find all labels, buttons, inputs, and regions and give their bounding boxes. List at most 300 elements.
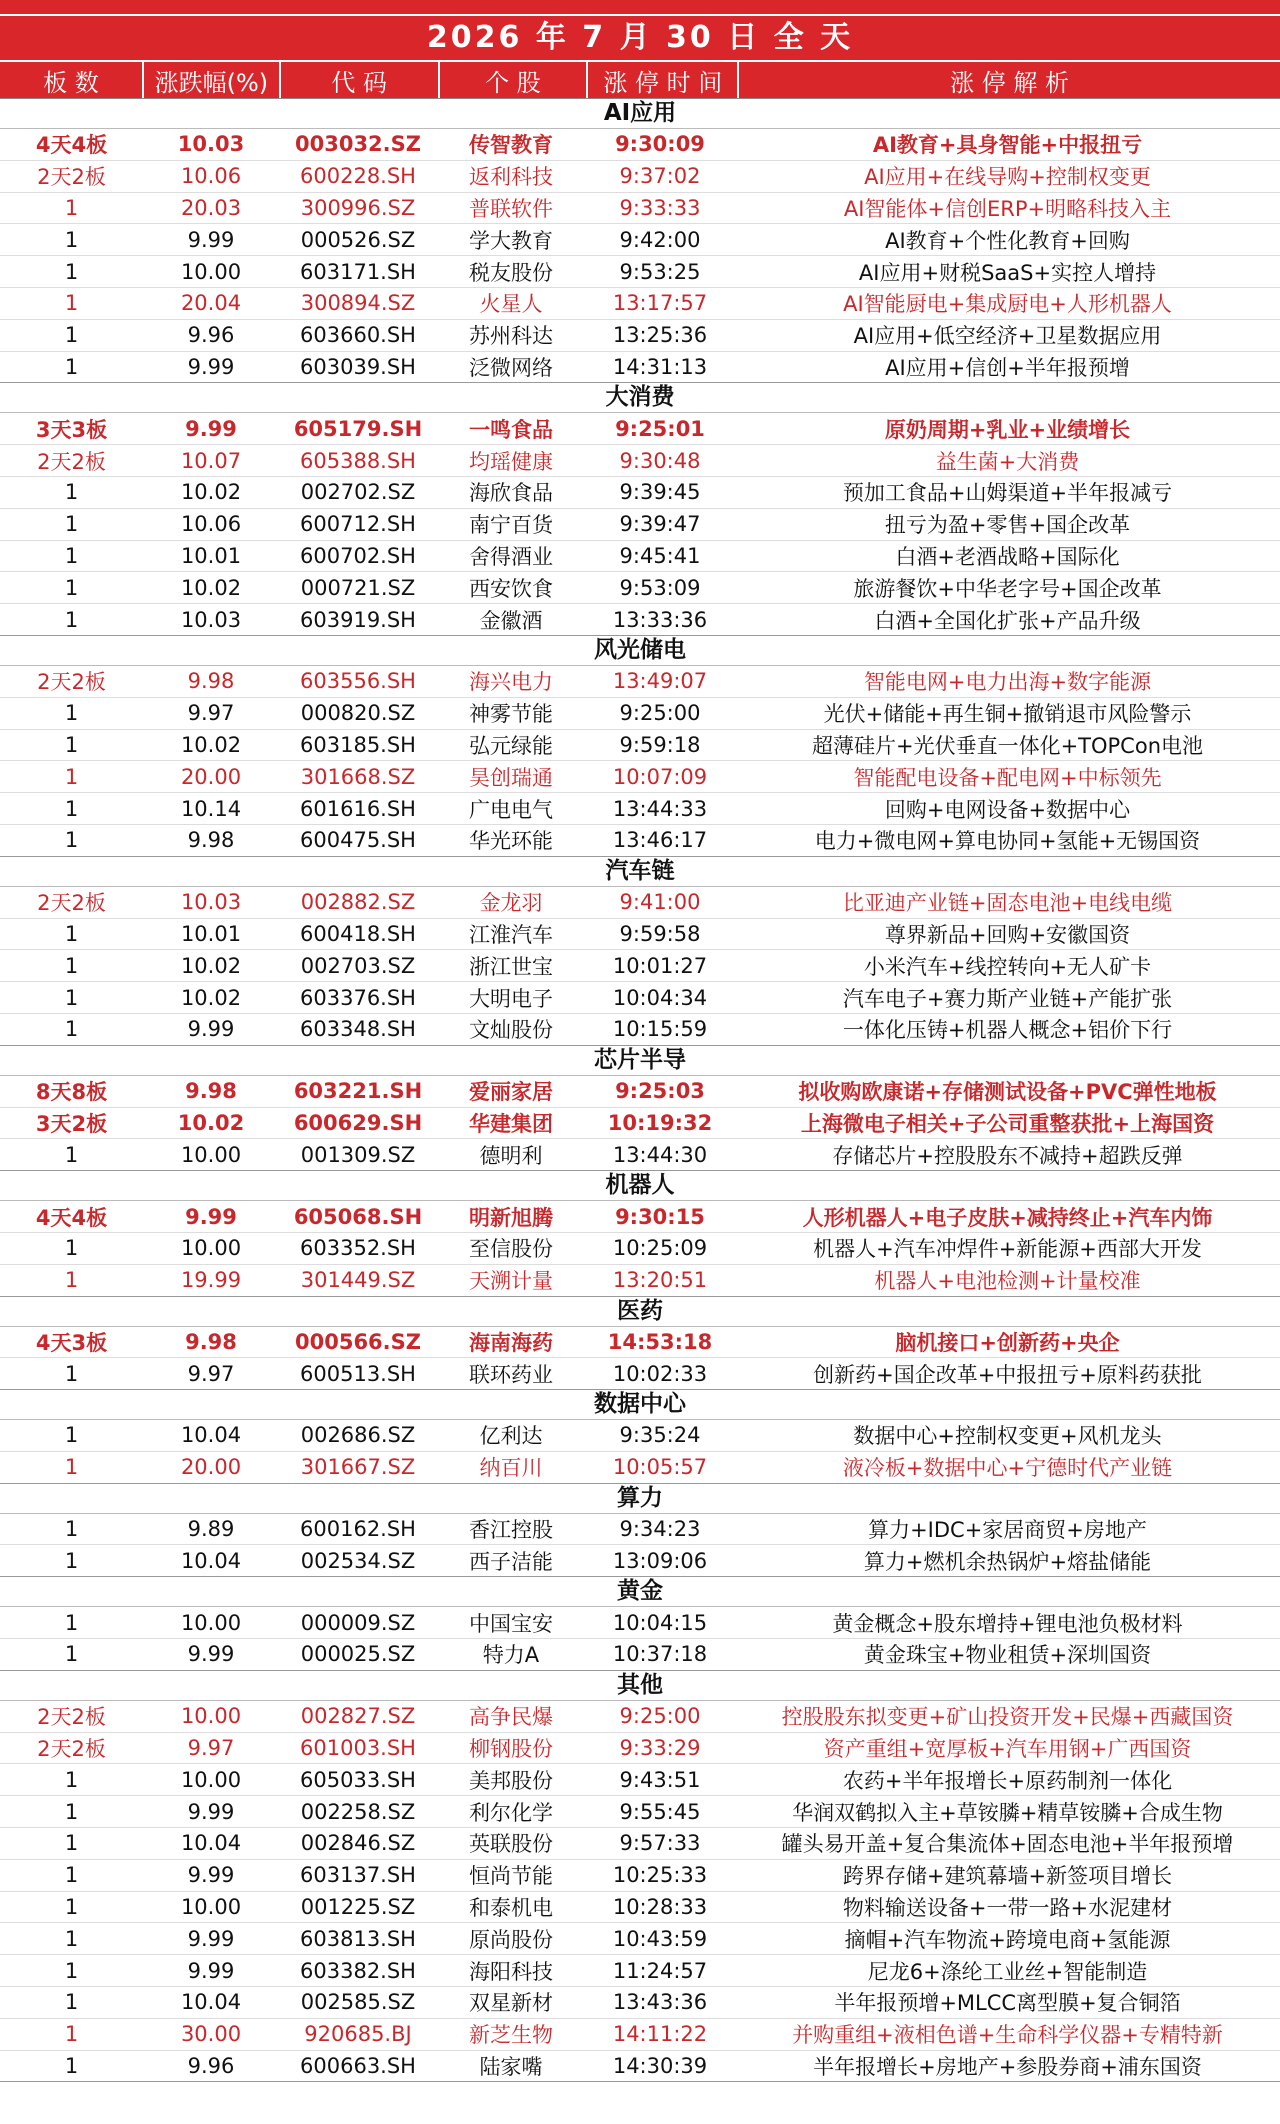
stock-code: 002703.SZ (300, 953, 416, 978)
table-row (0, 1420, 1280, 1452)
limit-up-reason: 脑机接口+创新药+央企 (895, 1330, 1120, 1355)
limit-up-reason: 半年报预增+MLCC离型膜+复合铜箔 (834, 1991, 1181, 2016)
board-count: 1 (64, 259, 79, 284)
limit-up-reason: AI教育+个性化教育+回购 (885, 228, 1130, 253)
limit-up-reason: 机器人+电池检测+计量校准 (874, 1269, 1141, 1294)
limit-up-reason: 光伏+储能+再生铜+撤销退市风险警示 (823, 702, 1192, 727)
table-row (0, 1233, 1280, 1265)
stock-code: 000566.SZ (295, 1329, 421, 1354)
limit-up-reason: AI应用+财税SaaS+实控人增持 (858, 260, 1157, 285)
stock-name: 德明利 (479, 1143, 543, 1168)
limit-up-time: 9:59:58 (619, 921, 701, 946)
limit-up-reason: 黄金概念+股东增持+锂电池负极材料 (832, 1611, 1183, 1636)
stock-code: 002258.SZ (300, 1799, 416, 1824)
stock-name: 西安饮食 (469, 576, 553, 601)
stock-code: 301449.SZ (300, 1268, 416, 1293)
limit-up-reason: AI应用+在线导购+控制权变更 (864, 165, 1151, 190)
change-pct: 20.00 (180, 1455, 242, 1480)
change-pct: 10.00 (180, 1895, 242, 1920)
limit-up-time: 10:04:34 (612, 985, 708, 1010)
limit-up-reason: 回购+电网设备+数据中心 (884, 797, 1131, 822)
table-row (0, 445, 1280, 477)
table-row (0, 572, 1280, 604)
limit-up-time: 9:45:41 (619, 543, 701, 568)
limit-up-time: 9:33:29 (619, 1736, 701, 1761)
limit-up-time: 10:05:57 (612, 1455, 708, 1480)
table-row (0, 1733, 1280, 1765)
change-pct: 10.03 (180, 890, 242, 915)
limit-up-time: 13:17:57 (612, 291, 708, 316)
stock-code: 000009.SZ (300, 1610, 416, 1635)
limit-up-time: 9:39:45 (619, 480, 701, 505)
change-pct: 10.02 (180, 953, 242, 978)
stock-code: 002702.SZ (300, 480, 416, 505)
change-pct: 20.00 (180, 764, 242, 789)
limit-up-time: 9:30:48 (619, 448, 701, 473)
header-reason: 涨 停 解 析 (950, 68, 1070, 97)
change-pct: 10.04 (180, 1831, 242, 1856)
board-count: 2天2板 (37, 165, 106, 190)
table-row (0, 288, 1280, 320)
change-pct: 9.98 (187, 669, 235, 694)
board-count: 1 (64, 1926, 79, 1951)
board-count: 1 (64, 1642, 79, 1667)
limit-up-time: 13:25:36 (612, 323, 708, 348)
table-row (0, 541, 1280, 573)
board-count: 1 (64, 1958, 79, 1983)
board-count: 1 (64, 543, 79, 568)
change-pct: 10.02 (180, 480, 242, 505)
limit-up-time: 13:49:07 (612, 669, 708, 694)
board-count: 1 (64, 1142, 79, 1167)
change-pct: 9.97 (187, 701, 235, 726)
table-row (0, 1828, 1280, 1860)
header-stock: 个 股 (440, 62, 589, 98)
change-pct: 20.03 (180, 195, 242, 220)
stock-code: 000526.SZ (300, 227, 416, 252)
stock-code: 605179.SH (293, 416, 423, 441)
stock-name: 税友股份 (469, 260, 553, 285)
limit-up-time: 10:25:33 (612, 1863, 708, 1888)
board-count: 1 (64, 796, 79, 821)
limit-up-time: 10:28:33 (612, 1895, 708, 1920)
board-count: 2天2板 (37, 891, 106, 916)
stock-code: 002846.SZ (300, 1831, 416, 1856)
stock-name: 高争民爆 (469, 1705, 553, 1730)
stock-name: 金龙羽 (479, 891, 543, 916)
board-count: 1 (64, 323, 79, 348)
change-pct: 19.99 (180, 1268, 242, 1293)
limit-up-time: 9:25:00 (619, 701, 701, 726)
limit-up-time: 10:37:18 (612, 1642, 708, 1667)
change-pct: 10.00 (180, 1142, 242, 1167)
table-row (0, 1327, 1280, 1359)
limit-up-time: 9:30:15 (615, 1204, 705, 1229)
section-header: 数据中心 (0, 1390, 1280, 1420)
change-pct: 9.99 (187, 1017, 235, 1042)
change-pct: 10.02 (180, 732, 242, 757)
table-row (0, 1701, 1280, 1733)
limit-up-time: 10:25:09 (612, 1236, 708, 1261)
section-header: 算力 (0, 1484, 1280, 1514)
limit-up-time: 9:33:33 (619, 195, 701, 220)
change-pct: 9.99 (185, 416, 237, 441)
limit-up-reason: 白酒+老酒战略+国际化 (895, 544, 1120, 569)
stock-name: 联环药业 (469, 1362, 553, 1387)
board-count: 1 (64, 1895, 79, 1920)
board-count: 1 (64, 1831, 79, 1856)
stock-code: 001225.SZ (300, 1895, 416, 1920)
limit-up-reason: AI智能体+信创ERP+明略科技入主 (843, 196, 1172, 221)
board-count: 1 (64, 1990, 79, 2015)
limit-up-reason: 拟收购欧康诺+存储测试设备+PVC弹性地板 (798, 1080, 1217, 1105)
limit-up-reason: 机器人+汽车冲焊件+新能源+西部大开发 (813, 1237, 1202, 1262)
limit-up-reason: 华润双鹤拟入主+草铵膦+精草铵膦+合成生物 (792, 1800, 1223, 1825)
stock-code: 600513.SH (300, 1361, 416, 1386)
stock-code: 920685.BJ (304, 2022, 412, 2047)
stock-code: 301667.SZ (300, 1455, 416, 1480)
stock-name: 海兴电力 (469, 670, 553, 695)
stock-code: 600629.SH (293, 1110, 423, 1135)
table-row (0, 887, 1280, 919)
stock-code: 603348.SH (300, 1017, 416, 1042)
limit-up-time: 10:15:59 (612, 1017, 708, 1042)
limit-up-time: 14:53:18 (607, 1329, 713, 1354)
limit-up-reason: 小米汽车+线控转向+无人矿卡 (863, 954, 1152, 979)
stock-name: 舍得酒业 (469, 544, 553, 569)
stock-name: 爱丽家居 (469, 1080, 553, 1105)
stock-code: 600418.SH (300, 921, 416, 946)
stock-name: 纳百川 (479, 1456, 543, 1481)
limit-up-reason: 算力+IDC+家居商贸+房地产 (868, 1518, 1147, 1543)
table-row (0, 919, 1280, 951)
table-row (0, 1265, 1280, 1297)
top-strip (0, 0, 1280, 14)
limit-up-time: 13:44:30 (612, 1142, 708, 1167)
board-count: 3天2板 (35, 1111, 108, 1136)
table-row (0, 413, 1280, 445)
board-count: 1 (64, 953, 79, 978)
stock-name: 均瑶健康 (469, 449, 553, 474)
table-row (0, 1358, 1280, 1390)
table-row (0, 1014, 1280, 1046)
stock-name: 昊创瑞通 (469, 765, 553, 790)
stock-name: 一鸣食品 (469, 417, 553, 442)
stock-name: 和泰机电 (469, 1896, 553, 1921)
change-pct: 9.99 (185, 1204, 237, 1229)
limit-up-reason: 数据中心+控制权变更+风机龙头 (853, 1424, 1162, 1449)
change-pct: 9.99 (187, 1642, 235, 1667)
change-pct: 9.99 (187, 227, 235, 252)
stock-code: 605388.SH (300, 448, 416, 473)
stock-name: 文灿股份 (469, 1018, 553, 1043)
limit-up-reason: 控股股东拟变更+矿山投资开发+民爆+西藏国资 (781, 1705, 1234, 1730)
table-row (0, 2051, 1280, 2083)
limit-up-time: 10:04:15 (612, 1610, 708, 1635)
limit-up-reason: 农药+半年报增长+原药制剂一体化 (842, 1768, 1173, 1793)
limit-up-time: 9:59:18 (619, 732, 701, 757)
section-header: 大消费 (0, 383, 1280, 413)
stock-code: 301668.SZ (300, 764, 416, 789)
table-row (0, 604, 1280, 636)
board-count: 1 (64, 828, 79, 853)
board-count: 1 (64, 512, 79, 537)
stock-code: 603171.SH (300, 259, 416, 284)
stock-code: 600228.SH (300, 164, 416, 189)
table-row (0, 1108, 1280, 1140)
limit-up-time: 9:39:47 (619, 512, 701, 537)
table-row (0, 1892, 1280, 1924)
limit-up-time: 9:53:25 (619, 259, 701, 284)
limit-up-reason: 汽车电子+赛力斯产业链+产能扩张 (842, 986, 1173, 1011)
table-row (0, 224, 1280, 256)
board-count: 1 (64, 480, 79, 505)
table-body (0, 99, 1280, 2082)
section-header: 医药 (0, 1297, 1280, 1327)
change-pct: 10.03 (180, 607, 242, 632)
table-row (0, 477, 1280, 509)
stock-name: 柳钢股份 (469, 1737, 553, 1762)
change-pct: 10.02 (180, 985, 242, 1010)
limit-up-time: 10:01:27 (612, 953, 708, 978)
board-count: 1 (64, 1610, 79, 1635)
limit-up-time: 10:02:33 (612, 1361, 708, 1386)
page-title: 2026 年 7 月 30 日 全 天 (0, 14, 1280, 62)
limit-up-time: 10:43:59 (612, 1926, 708, 1951)
table-row (0, 509, 1280, 541)
table-row (0, 1923, 1280, 1955)
table-row (0, 161, 1280, 193)
board-count: 1 (64, 732, 79, 757)
board-count: 1 (64, 2022, 79, 2047)
limit-up-reason: AI应用+信创+半年报预增 (885, 355, 1130, 380)
stock-code: 300996.SZ (300, 195, 416, 220)
stock-code: 600663.SH (300, 2054, 416, 2079)
stock-code: 600162.SH (300, 1517, 416, 1542)
stock-name: 海欣食品 (469, 481, 553, 506)
limit-up-reason: 存储芯片+控股股东不减持+超跌反弹 (832, 1143, 1183, 1168)
table-row (0, 129, 1280, 161)
limit-up-time: 13:09:06 (612, 1548, 708, 1573)
stock-name: 双星新材 (469, 1991, 553, 2016)
change-pct: 10.00 (180, 1704, 242, 1729)
stock-name: 恒尚节能 (469, 1864, 553, 1889)
section-header: 黄金 (0, 1577, 1280, 1607)
limit-up-reason: 资产重组+宽厚板+汽车用钢+广西国资 (823, 1737, 1192, 1762)
board-count: 1 (64, 701, 79, 726)
stock-code: 603660.SH (300, 323, 416, 348)
table-row (0, 698, 1280, 730)
change-pct: 9.99 (187, 1799, 235, 1824)
limit-up-reason: 人形机器人+电子皮肤+减持终止+汽车内饰 (802, 1205, 1213, 1230)
change-pct: 10.03 (177, 132, 245, 157)
limit-up-reason: 比亚迪产业链+固态电池+电线电缆 (842, 891, 1173, 916)
section-header: 芯片半导 (0, 1046, 1280, 1076)
change-pct: 10.02 (180, 575, 242, 600)
stock-name: 陆家嘴 (479, 2055, 543, 2080)
stock-code: 600475.SH (300, 828, 416, 853)
change-pct: 10.07 (180, 448, 242, 473)
board-count: 1 (64, 291, 79, 316)
stock-name: 西子洁能 (469, 1549, 553, 1574)
limit-up-time: 11:24:57 (612, 1958, 708, 1983)
change-pct: 20.04 (180, 291, 242, 316)
limit-up-reason: 智能电网+电力出海+数字能源 (863, 670, 1152, 695)
stock-name: 美邦股份 (469, 1768, 553, 1793)
limit-up-reason: 原奶周期+乳业+业绩增长 (884, 417, 1131, 442)
stock-code: 603919.SH (300, 607, 416, 632)
change-pct: 10.00 (180, 259, 242, 284)
board-count: 3天3板 (35, 417, 108, 442)
stock-name: 弘元绿能 (469, 733, 553, 758)
limit-up-time: 9:42:00 (619, 227, 701, 252)
stock-name: 中国宝安 (469, 1611, 553, 1636)
table-row (0, 825, 1280, 857)
section-header: 机器人 (0, 1171, 1280, 1201)
limit-up-reason: 扭亏为盈+零售+国企改革 (884, 513, 1131, 538)
limit-up-reason: AI应用+低空经济+卫星数据应用 (853, 324, 1162, 349)
stock-code: 600702.SH (300, 543, 416, 568)
stock-code: 603039.SH (300, 354, 416, 379)
change-pct: 9.99 (187, 354, 235, 379)
change-pct: 30.00 (180, 2022, 242, 2047)
table-row (0, 2019, 1280, 2051)
header-board: 板 数 (0, 62, 144, 98)
change-pct: 9.99 (187, 1926, 235, 1951)
stock-code: 603382.SH (300, 1958, 416, 1983)
limit-up-time: 13:20:51 (612, 1268, 708, 1293)
limit-up-reason: 摘帽+汽车物流+跨境电商+氢能源 (844, 1927, 1171, 1952)
stock-code: 000820.SZ (300, 701, 416, 726)
limit-up-reason: 尼龙6+涤纶工业丝+智能制造 (867, 1959, 1148, 1984)
limit-up-time: 13:43:36 (612, 1990, 708, 2015)
stock-name: 火星人 (479, 292, 543, 317)
stock-code: 605033.SH (300, 1767, 416, 1792)
stock-name: 天溯计量 (469, 1269, 553, 1294)
table-row (0, 1545, 1280, 1577)
limit-up-time: 10:07:09 (612, 764, 708, 789)
limit-up-time: 9:25:01 (615, 416, 705, 441)
limit-up-reason: 跨界存储+建筑幕墙+新签项目增长 (842, 1864, 1173, 1889)
stock-name: 原尚股份 (469, 1927, 553, 1952)
stock-name: 亿利达 (479, 1424, 543, 1449)
limit-up-reason: 罐头易开盖+复合集流体+固态电池+半年报预增 (781, 1832, 1234, 1857)
table-row (0, 793, 1280, 825)
change-pct: 10.01 (180, 921, 242, 946)
change-pct: 10.00 (180, 1610, 242, 1635)
section-header: 风光储电 (0, 636, 1280, 666)
stock-code: 603221.SH (293, 1079, 423, 1104)
stock-code: 605068.SH (293, 1204, 423, 1229)
stock-name: 浙江世宝 (469, 954, 553, 979)
stock-name: 新芝生物 (469, 2023, 553, 2048)
table-header (0, 62, 1280, 99)
change-pct: 9.96 (187, 2054, 235, 2079)
board-count: 1 (64, 195, 79, 220)
board-count: 1 (64, 1548, 79, 1573)
limit-up-time: 9:55:45 (619, 1799, 701, 1824)
stock-code: 002827.SZ (300, 1704, 416, 1729)
table-row (0, 1987, 1280, 2019)
table-row (0, 193, 1280, 225)
board-count: 2天2板 (37, 670, 106, 695)
stock-name: 海阳科技 (469, 1959, 553, 1984)
table-row (0, 1514, 1280, 1546)
stock-code: 603813.SH (300, 1926, 416, 1951)
limit-up-time: 14:30:39 (612, 2054, 708, 2079)
table-row (0, 761, 1280, 793)
limit-up-time: 13:33:36 (612, 607, 708, 632)
board-count: 1 (64, 1517, 79, 1542)
limit-up-reason: 超薄硅片+光伏垂直一体化+TOPCon电池 (811, 733, 1204, 758)
change-pct: 10.00 (180, 1767, 242, 1792)
stock-name: 利尔化学 (469, 1800, 553, 1825)
board-count: 1 (64, 921, 79, 946)
section-header: 其他 (0, 1671, 1280, 1701)
stock-code: 600712.SH (300, 512, 416, 537)
limit-up-time: 9:34:23 (619, 1517, 701, 1542)
table-row (0, 352, 1280, 384)
change-pct: 10.06 (180, 164, 242, 189)
change-pct: 9.98 (187, 828, 235, 853)
limit-up-time: 9:41:00 (619, 890, 701, 915)
board-count: 1 (64, 1863, 79, 1888)
table-row (0, 982, 1280, 1014)
table-row (0, 1764, 1280, 1796)
board-count: 4天4板 (35, 133, 108, 158)
table-row (0, 1607, 1280, 1639)
board-count: 1 (64, 227, 79, 252)
board-count: 1 (64, 1017, 79, 1042)
stock-code: 000721.SZ (300, 575, 416, 600)
stock-code: 603137.SH (300, 1863, 416, 1888)
stock-name: 苏州科达 (469, 324, 553, 349)
change-pct: 9.96 (187, 323, 235, 348)
board-count: 2天2板 (37, 449, 106, 474)
table-row (0, 1955, 1280, 1987)
stock-code: 002585.SZ (300, 1990, 416, 2015)
stock-code: 603376.SH (300, 985, 416, 1010)
limit-up-time: 10:19:32 (607, 1110, 713, 1135)
limit-up-reason: 智能配电设备+配电网+中标领先 (853, 765, 1162, 790)
board-count: 1 (64, 575, 79, 600)
limit-up-time: 13:44:33 (612, 796, 708, 821)
stock-code: 603556.SH (300, 669, 416, 694)
limit-up-reason: 一体化压铸+机器人概念+铝价下行 (842, 1018, 1173, 1043)
change-pct: 10.00 (180, 1236, 242, 1261)
limit-up-time: 9:43:51 (619, 1767, 701, 1792)
stock-name: 华建集团 (469, 1111, 553, 1136)
limit-up-time: 9:25:00 (619, 1704, 701, 1729)
change-pct: 10.06 (180, 512, 242, 537)
stock-code: 000025.SZ (300, 1642, 416, 1667)
table-row (0, 730, 1280, 762)
table-row (0, 1452, 1280, 1484)
board-count: 1 (64, 1361, 79, 1386)
change-pct: 10.04 (180, 1990, 242, 2015)
header-code: 代 码 (281, 62, 440, 98)
limit-up-reason: 创新药+国企改革+中报扭亏+原料药获批 (813, 1362, 1202, 1387)
table-row (0, 1201, 1280, 1233)
board-count: 1 (64, 1455, 79, 1480)
change-pct: 9.98 (185, 1329, 237, 1354)
board-count: 1 (64, 1767, 79, 1792)
stock-name: 英联股份 (469, 1832, 553, 1857)
limit-up-time: 9:53:09 (619, 575, 701, 600)
change-pct: 9.98 (185, 1079, 237, 1104)
limit-up-time: 9:35:24 (619, 1423, 701, 1448)
limit-up-reason: 尊界新品+回购+安徽国资 (884, 922, 1131, 947)
